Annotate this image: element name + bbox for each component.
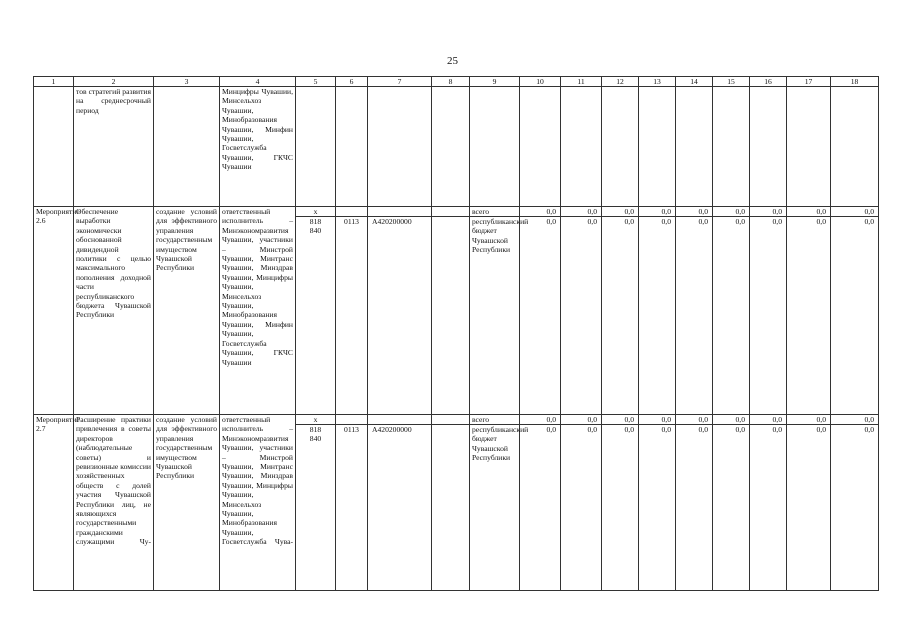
- value-cell: 0,0 0,0: [831, 207, 879, 415]
- measure-responsible: ответственный исполнитель – Минэкономразвития Чувашии, участники – Минстрой Чувашии, Минтранс Чувашии, Минздрав Чувашии, Минцифры Чувашии, Минсельхоз Чувашии, Минобразования Чувашии, Госветслужба Чува-: [220, 415, 296, 591]
- grbs-cell: x 818 840: [296, 415, 336, 591]
- header-cell: 12: [602, 77, 639, 87]
- section-cell: 0113: [336, 207, 368, 415]
- page-number: 25: [447, 55, 458, 67]
- table-header-row: [34, 77, 879, 87]
- measure-responsible: ответственный исполнитель – Минэкономразвития Чувашии, участники – Минстрой Чувашии, Минтранс Чувашии, Минздрав Чувашии, Минцифры Чувашии, Минсельхоз Чувашии, Минобразования Чувашии, Минфин Чувашии, Госветслужба Чувашии, ГКЧС Чувашии: [220, 207, 296, 415]
- header-cell: 16: [750, 77, 787, 87]
- header-cell: 7: [368, 77, 432, 87]
- header-cell: 4: [220, 77, 296, 87]
- value-cell: 0,0 0,0: [520, 207, 561, 415]
- continuation-name-cell: тов стратегий развития на среднесрочный период: [74, 87, 154, 207]
- type-cell: [432, 207, 470, 415]
- header-cell: 15: [713, 77, 750, 87]
- measure-result: создание условий для эффективного управления государственным имуществом Чувашской Республики: [154, 207, 220, 415]
- table-cell: [154, 87, 220, 207]
- value-cell: 0,0 0,0: [639, 415, 676, 591]
- value-cell: 0,0 0,0: [676, 207, 713, 415]
- header-cell: 11: [561, 77, 602, 87]
- value-cell: 0,0 0,0: [787, 207, 831, 415]
- value-cell: 0,0 0,0: [520, 415, 561, 591]
- grbs-cell: x 818 840: [296, 207, 336, 415]
- value-cell: 0,0 0,0: [750, 207, 787, 415]
- header-cell: 2: [74, 77, 154, 87]
- continuation-row: [34, 87, 879, 207]
- header-cell: 9: [470, 77, 520, 87]
- value-cell: 0,0 0,0: [713, 415, 750, 591]
- budget-table: [33, 76, 879, 591]
- table-cell: [34, 87, 74, 207]
- header-cell: 1: [34, 77, 74, 87]
- value-cell: 0,0 0,0: [713, 207, 750, 415]
- header-cell: 10: [520, 77, 561, 87]
- target-cell: А420200000: [368, 415, 432, 591]
- header-cell: 18: [831, 77, 879, 87]
- measure-id: Мероприятие 2.6: [34, 207, 74, 415]
- measure-row: [34, 415, 879, 591]
- type-cell: [432, 415, 470, 591]
- measure-id: Мероприятие 2.7: [34, 415, 74, 591]
- value-cell: 0,0 0,0: [831, 415, 879, 591]
- measure-name: Обеспечение выработки экономически обоснованной дивидендной политики с целью максимального пополнения доходной части республиканского бюджета Чувашской Республики: [74, 207, 154, 415]
- value-cell: 0,0 0,0: [602, 415, 639, 591]
- header-cell: 14: [676, 77, 713, 87]
- header-cell: 8: [432, 77, 470, 87]
- header-cell: 17: [787, 77, 831, 87]
- value-cell: 0,0 0,0: [787, 415, 831, 591]
- target-cell: А420200000: [368, 207, 432, 415]
- value-cell: 0,0 0,0: [561, 207, 602, 415]
- header-cell: 5: [296, 77, 336, 87]
- continuation-participants-cell: Минцифры Чувашии, Минсельхоз Чувашии, Минобразования Чувашии, Минфин Чувашии, Госветслужба Чувашии, ГКЧС Чувашии: [220, 87, 296, 207]
- header-cell: 3: [154, 77, 220, 87]
- value-cell: 0,0 0,0: [750, 415, 787, 591]
- section-cell: 0113: [336, 415, 368, 591]
- value-cell: 0,0 0,0: [639, 207, 676, 415]
- measure-name: Расширение практики привлечения в советы директоров (наблюдательные советы) и ревизионные комиссии хозяйственных обществ с долей участия Чувашской Республики лиц, не являющихся государственными гражданскими служащими Чу-: [74, 415, 154, 591]
- header-cell: 6: [336, 77, 368, 87]
- value-cell: 0,0 0,0: [561, 415, 602, 591]
- measure-row: [34, 207, 879, 415]
- source-cell: всего республиканский бюджет Чувашской Республики: [470, 415, 520, 591]
- measure-result: создание условий для эффективного управления государственным имуществом Чувашской Республики: [154, 415, 220, 591]
- header-cell: 13: [639, 77, 676, 87]
- source-cell: всего республиканский бюджет Чувашской Республики: [470, 207, 520, 415]
- value-cell: 0,0 0,0: [676, 415, 713, 591]
- value-cell: 0,0 0,0: [602, 207, 639, 415]
